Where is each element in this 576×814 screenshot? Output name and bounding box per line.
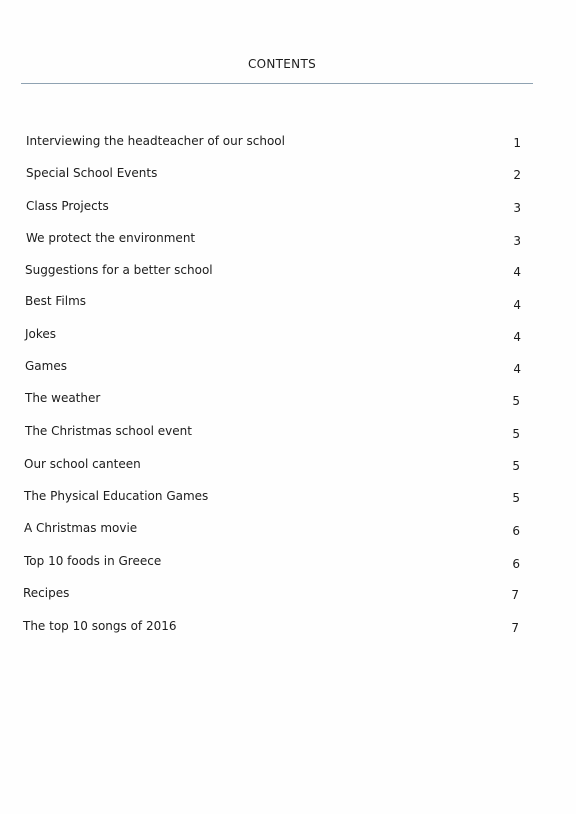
- toc-entry-page: 4: [513, 298, 521, 312]
- toc-entry-page: 7: [511, 588, 519, 602]
- toc-entry-label: Best Films: [25, 294, 87, 308]
- toc-entry-page: 3: [513, 201, 521, 215]
- page-title: CONTENTS: [247, 57, 317, 71]
- toc-entry-label: Special School Events: [26, 166, 158, 180]
- toc-entry-page: 6: [512, 524, 520, 538]
- toc-entry-label: Interviewing the headteacher of our school: [26, 134, 285, 148]
- toc-entry-label: Top 10 foods in Greece: [24, 554, 162, 568]
- toc-entry-label: A Christmas movie: [24, 521, 138, 535]
- toc-entry-page: 5: [512, 459, 520, 473]
- toc-entry-label: The Physical Education Games: [24, 489, 209, 503]
- toc-entry-page: 1: [513, 136, 521, 150]
- toc-entry-label: The top 10 songs of 2016: [23, 619, 177, 633]
- toc-entry-label: Class Projects: [26, 199, 109, 213]
- toc-entry-label: The Christmas school event: [25, 424, 192, 438]
- toc-entry-page: 5: [512, 394, 520, 408]
- toc-entry-page: 7: [511, 621, 519, 635]
- toc-entry-page: 5: [512, 427, 520, 441]
- toc-entry-page: 4: [513, 330, 521, 344]
- toc-entry-page: 4: [513, 362, 521, 376]
- toc-entry-page: 6: [512, 557, 520, 571]
- toc-entry-label: We protect the environment: [26, 231, 196, 245]
- toc-entry-label: Recipes: [23, 586, 70, 600]
- toc-entry-label: Games: [25, 359, 67, 373]
- toc-entry-page: 4: [513, 265, 521, 279]
- toc-entry-page: 2: [513, 168, 521, 182]
- toc-entry-label: The weather: [25, 391, 101, 405]
- toc-entry-page: 5: [512, 491, 520, 505]
- toc-entry-label: Our school canteen: [24, 457, 141, 471]
- toc-entry-label: Suggestions for a better school: [25, 263, 213, 277]
- toc-entry-label: Jokes: [25, 327, 57, 341]
- toc-entry-page: 3: [513, 234, 521, 248]
